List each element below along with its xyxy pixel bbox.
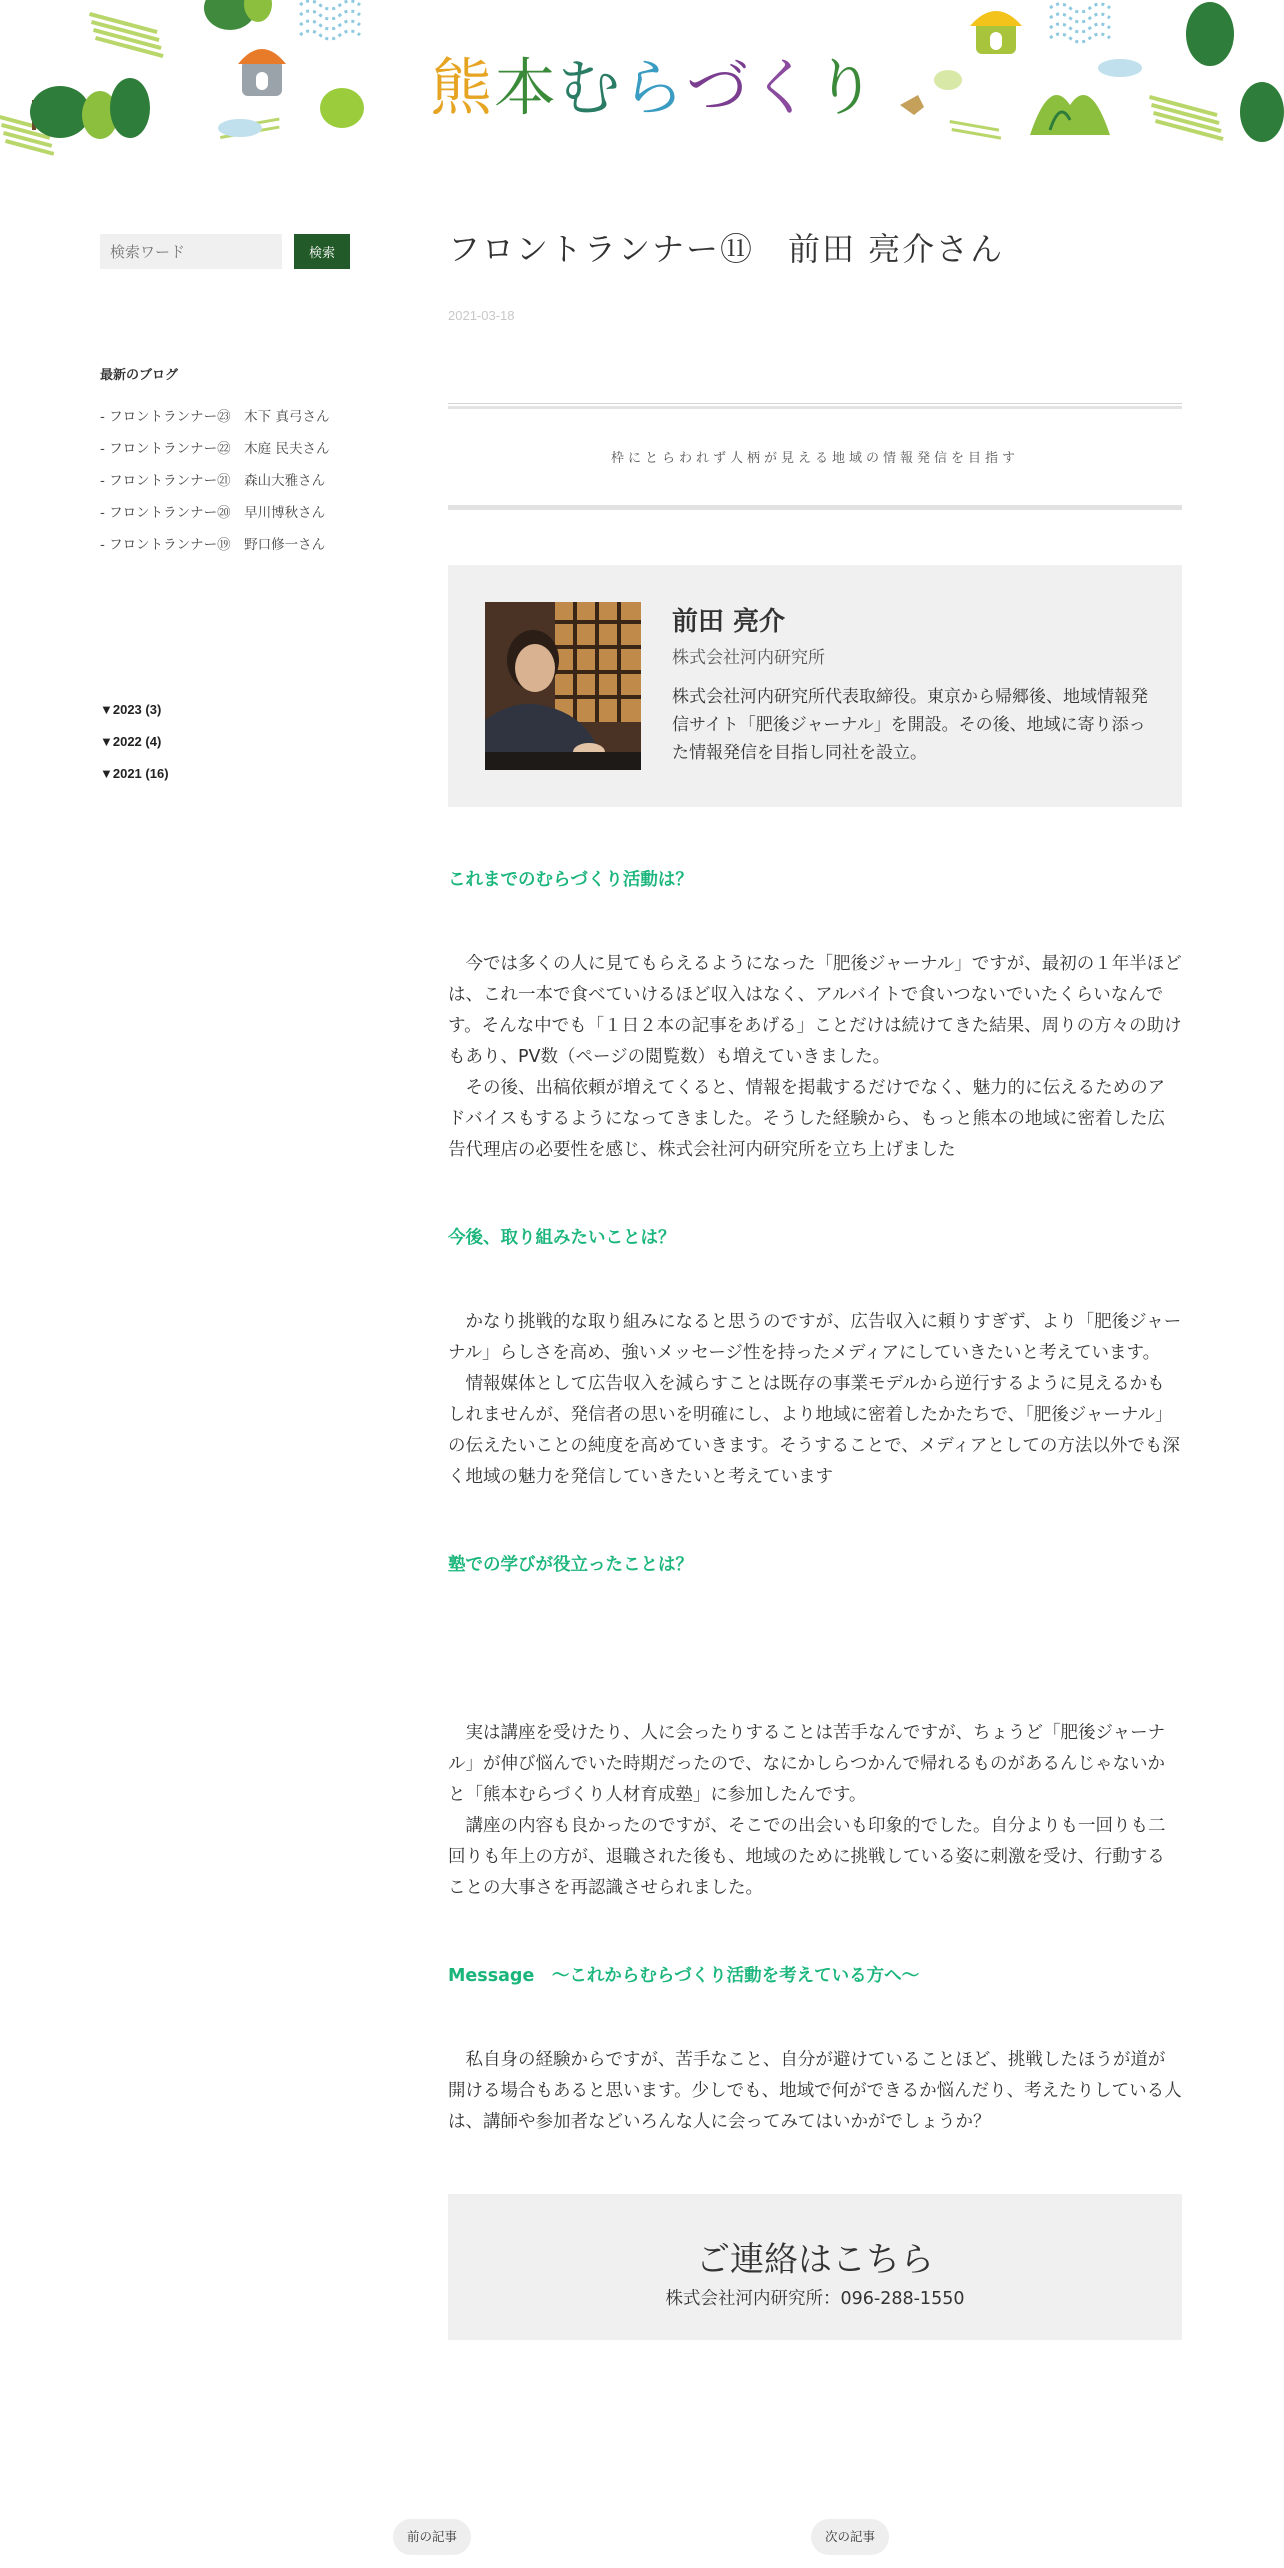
paragraph: その後、出稿依頼が増えてくると、情報を掲載するだけでなく、魅力的に伝えるためのアドバイスもするようになってきました。そうした経験から、もっと熊本の地域に密着した広告代理店の必要性を感じ、株式会社河内研究所を立ち上げました <box>448 1078 1166 1160</box>
section-heading: 今後、取り組みたいことは？ <box>448 1228 676 1248</box>
article <box>448 220 1182 2340</box>
recent-post-link[interactable]: - フロントランナー㉒ 木庭 民夫さん <box>100 441 330 457</box>
recent-post-link[interactable]: - フロントランナー⑲ 野口修一さん <box>100 537 326 553</box>
prev-post-button[interactable]: 前の記事 <box>393 2519 471 2555</box>
divider <box>448 505 1182 510</box>
search-form <box>100 234 380 269</box>
archive-list <box>100 694 380 790</box>
logo-char: ら <box>622 51 687 124</box>
search-input[interactable] <box>100 234 282 269</box>
section-heading: 塾での学びが役立ったことは？ <box>448 1555 693 1575</box>
search-button[interactable]: 検索 <box>294 234 350 269</box>
recent-posts-list <box>100 401 380 561</box>
recent-post-link[interactable]: - フロントランナー㉓ 木下 真弓さん <box>100 409 330 425</box>
paragraph: 講座の内容も良かったのですが、そこでの出会いも印象的でした。自分よりも一回りも二回りも年上の方が、退職された後も、地域のために挑戦している姿に刺激を受け、行動することの大事さを再認識させられました。 <box>448 1816 1166 1898</box>
sidebar <box>100 234 380 790</box>
next-post-button[interactable]: 次の記事 <box>811 2519 889 2555</box>
archive-year-2023[interactable]: ▼2023 (3) <box>100 702 162 717</box>
logo-char: む <box>558 51 623 124</box>
profile-bio: 株式会社河内研究所代表取締役。東京から帰郷後、地域情報発信サイト「肥後ジャーナル」を開設。その後、地域に寄り添った情報発信を目指し同社を設立。 <box>672 687 1148 763</box>
logo-char: く <box>750 51 815 124</box>
contact-title: ご連絡はこちら <box>696 2240 934 2280</box>
section-body <box>448 949 1182 1166</box>
paragraph: 実は講座を受けたり、人に会ったりすることは苦手なんですが、ちょうど「肥後ジャーナル」が伸び悩んでいた時期だったので、なにかしらつかんで帰れるものがあるんじゃないかと「熊本むらづくり人材育成塾」に参加したんです。 <box>448 1723 1166 1805</box>
paragraph: 情報媒体として広告収入を減らすことは既存の事業モデルから逆行するように見えるかもしれませんが、発信者の思いを明確にし、より地域に密着したかたちで、「肥後ジャーナル」の伝えたいことの純度を高めていきます。そうすることで、メディアとしての方法以外でも深く地域の魅力を発信していきたいと考えています <box>448 1374 1180 1487</box>
logo-char: 本 <box>494 51 559 124</box>
paragraph: かなり挑戦的な取り組みになると思うのですが、広告収入に頼りすぎず、より「肥後ジャーナル」らしさを高め、強いメッセージ性を持ったメディアにしていきたいと考えています。 <box>448 1312 1182 1363</box>
section-body <box>448 1718 1182 1904</box>
contact-phone[interactable]: 株式会社河内研究所：096-288-1550 <box>665 2289 965 2309</box>
profile-photo <box>485 602 641 770</box>
tagline-banner <box>448 403 1182 510</box>
recent-post-link[interactable]: - フロントランナー㉑ 森山大雅さん <box>100 473 326 489</box>
site-header <box>0 0 1284 165</box>
logo-char: 熊 <box>430 51 495 124</box>
section-body <box>448 2045 1182 2138</box>
logo-char: り <box>814 51 879 124</box>
section-heading: これまでのむらづくり活動は？ <box>448 870 693 890</box>
post-date: 2021-03-18 <box>448 308 515 323</box>
page-title: フロントランナー⑪ 前田 亮介さん <box>448 230 1005 268</box>
archive-year-2021[interactable]: ▼2021 (16) <box>100 766 169 781</box>
profile-company: 株式会社河内研究所 <box>672 648 825 668</box>
site-logo[interactable] <box>430 38 878 127</box>
paragraph: 今では多くの人に見てもらえるようになった「肥後ジャーナル」ですが、最初の１年半ほどは、これ一本で食べていけるほど収入はなく、アルバイトで食いつないでいたくらいなんです。そんな中でも「１日２本の記事をあげる」ことだけは続けてきた結果、周りの方々の助けもあり、PV数（ページの閲覧数）も増えていきました。 <box>448 954 1182 1067</box>
contact-box <box>448 2194 1182 2340</box>
logo-char: づ <box>686 51 751 124</box>
profile-name: 前田 亮介 <box>672 607 786 637</box>
divider <box>448 403 1182 409</box>
section-body <box>448 1307 1182 1493</box>
message-heading: Message ～これからむらづくり活動を考えている方へ～ <box>448 1966 920 1986</box>
tagline: 枠にとらわれず人柄が見える地域の情報発信を目指す <box>610 451 1019 466</box>
paragraph: 私自身の経験からですが、苦手なこと、自分が避けていることほど、挑戦したほうが道が開ける場合もあると思います。少しでも、地域で何ができるか悩んだり、考えたりしている人は、講師や参加者などいろんな人に会ってみてはいかがでしょうか？ <box>448 2050 1182 2132</box>
archive-year-2022[interactable]: ▼2022 (4) <box>100 734 162 749</box>
recent-post-link[interactable]: - フロントランナー⑳ 早川博秋さん <box>100 505 326 521</box>
recent-posts-heading: 最新のブログ <box>100 368 179 383</box>
profile-card <box>448 565 1182 807</box>
